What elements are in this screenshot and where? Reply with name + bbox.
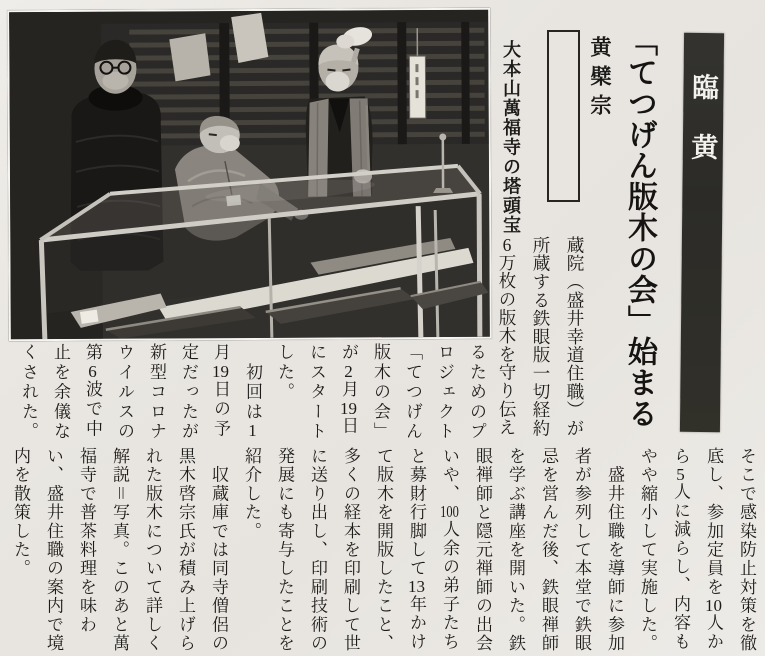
paragraph: 盛井住職を導師に参加者が参列して本堂で鉄眼忌を営んだ後、鉄眼禅師を学ぶ講座を開いた。鉄眼禅師と隠元禅師の出会いや、100人余の弟子たちと募財行脚して13年かけて版木を開版したこと、多くの経本を印刷して世に送り出し、印刷技術の発展にも寄与したことを紹介した。 — [242, 447, 624, 653]
photo-scene — [9, 10, 490, 340]
light-board — [169, 33, 210, 81]
section-banner-text: 臨黄 — [686, 72, 719, 194]
paragraph: 初回は1月19日の予定だったが新型コロナウイルスの第6波で中止を余儀なくされた。 — [19, 343, 262, 442]
decorative-frame-box — [547, 30, 580, 202]
paragraph: るためのプロジェクト「てつげん版木の会」が2月19日にスタートした。 — [275, 343, 486, 442]
lead-column-1: 大本山萬福寺の塔頭宝 — [501, 40, 521, 235]
sect-label: 黄檗宗 — [588, 36, 611, 123]
bottom-tier-text — [3, 447, 763, 655]
mid-tier-text — [8, 343, 492, 446]
article-photo — [7, 8, 492, 342]
section-banner — [680, 33, 724, 432]
headline: 「てつげん版木の会」始まる — [623, 26, 656, 429]
paragraph: 収蔵庫では同寺僧侶の黒木啓宗氏が積み上げられた版木について詳しく解説＝写真。このあと萬福寺で普茶料理を味わい、盛井住職の案内で境内を散策した。 — [11, 447, 228, 653]
paragraph: そこで感染防止対策を徹底し、参加定員を10人から5人に減らし、内容もやや縮小して実施した。 — [638, 447, 756, 653]
lead-columns: 蔵院（盛井幸道住職）が所蔵する鉄眼版一切経約6万枚の版木を守り伝え — [497, 236, 585, 438]
